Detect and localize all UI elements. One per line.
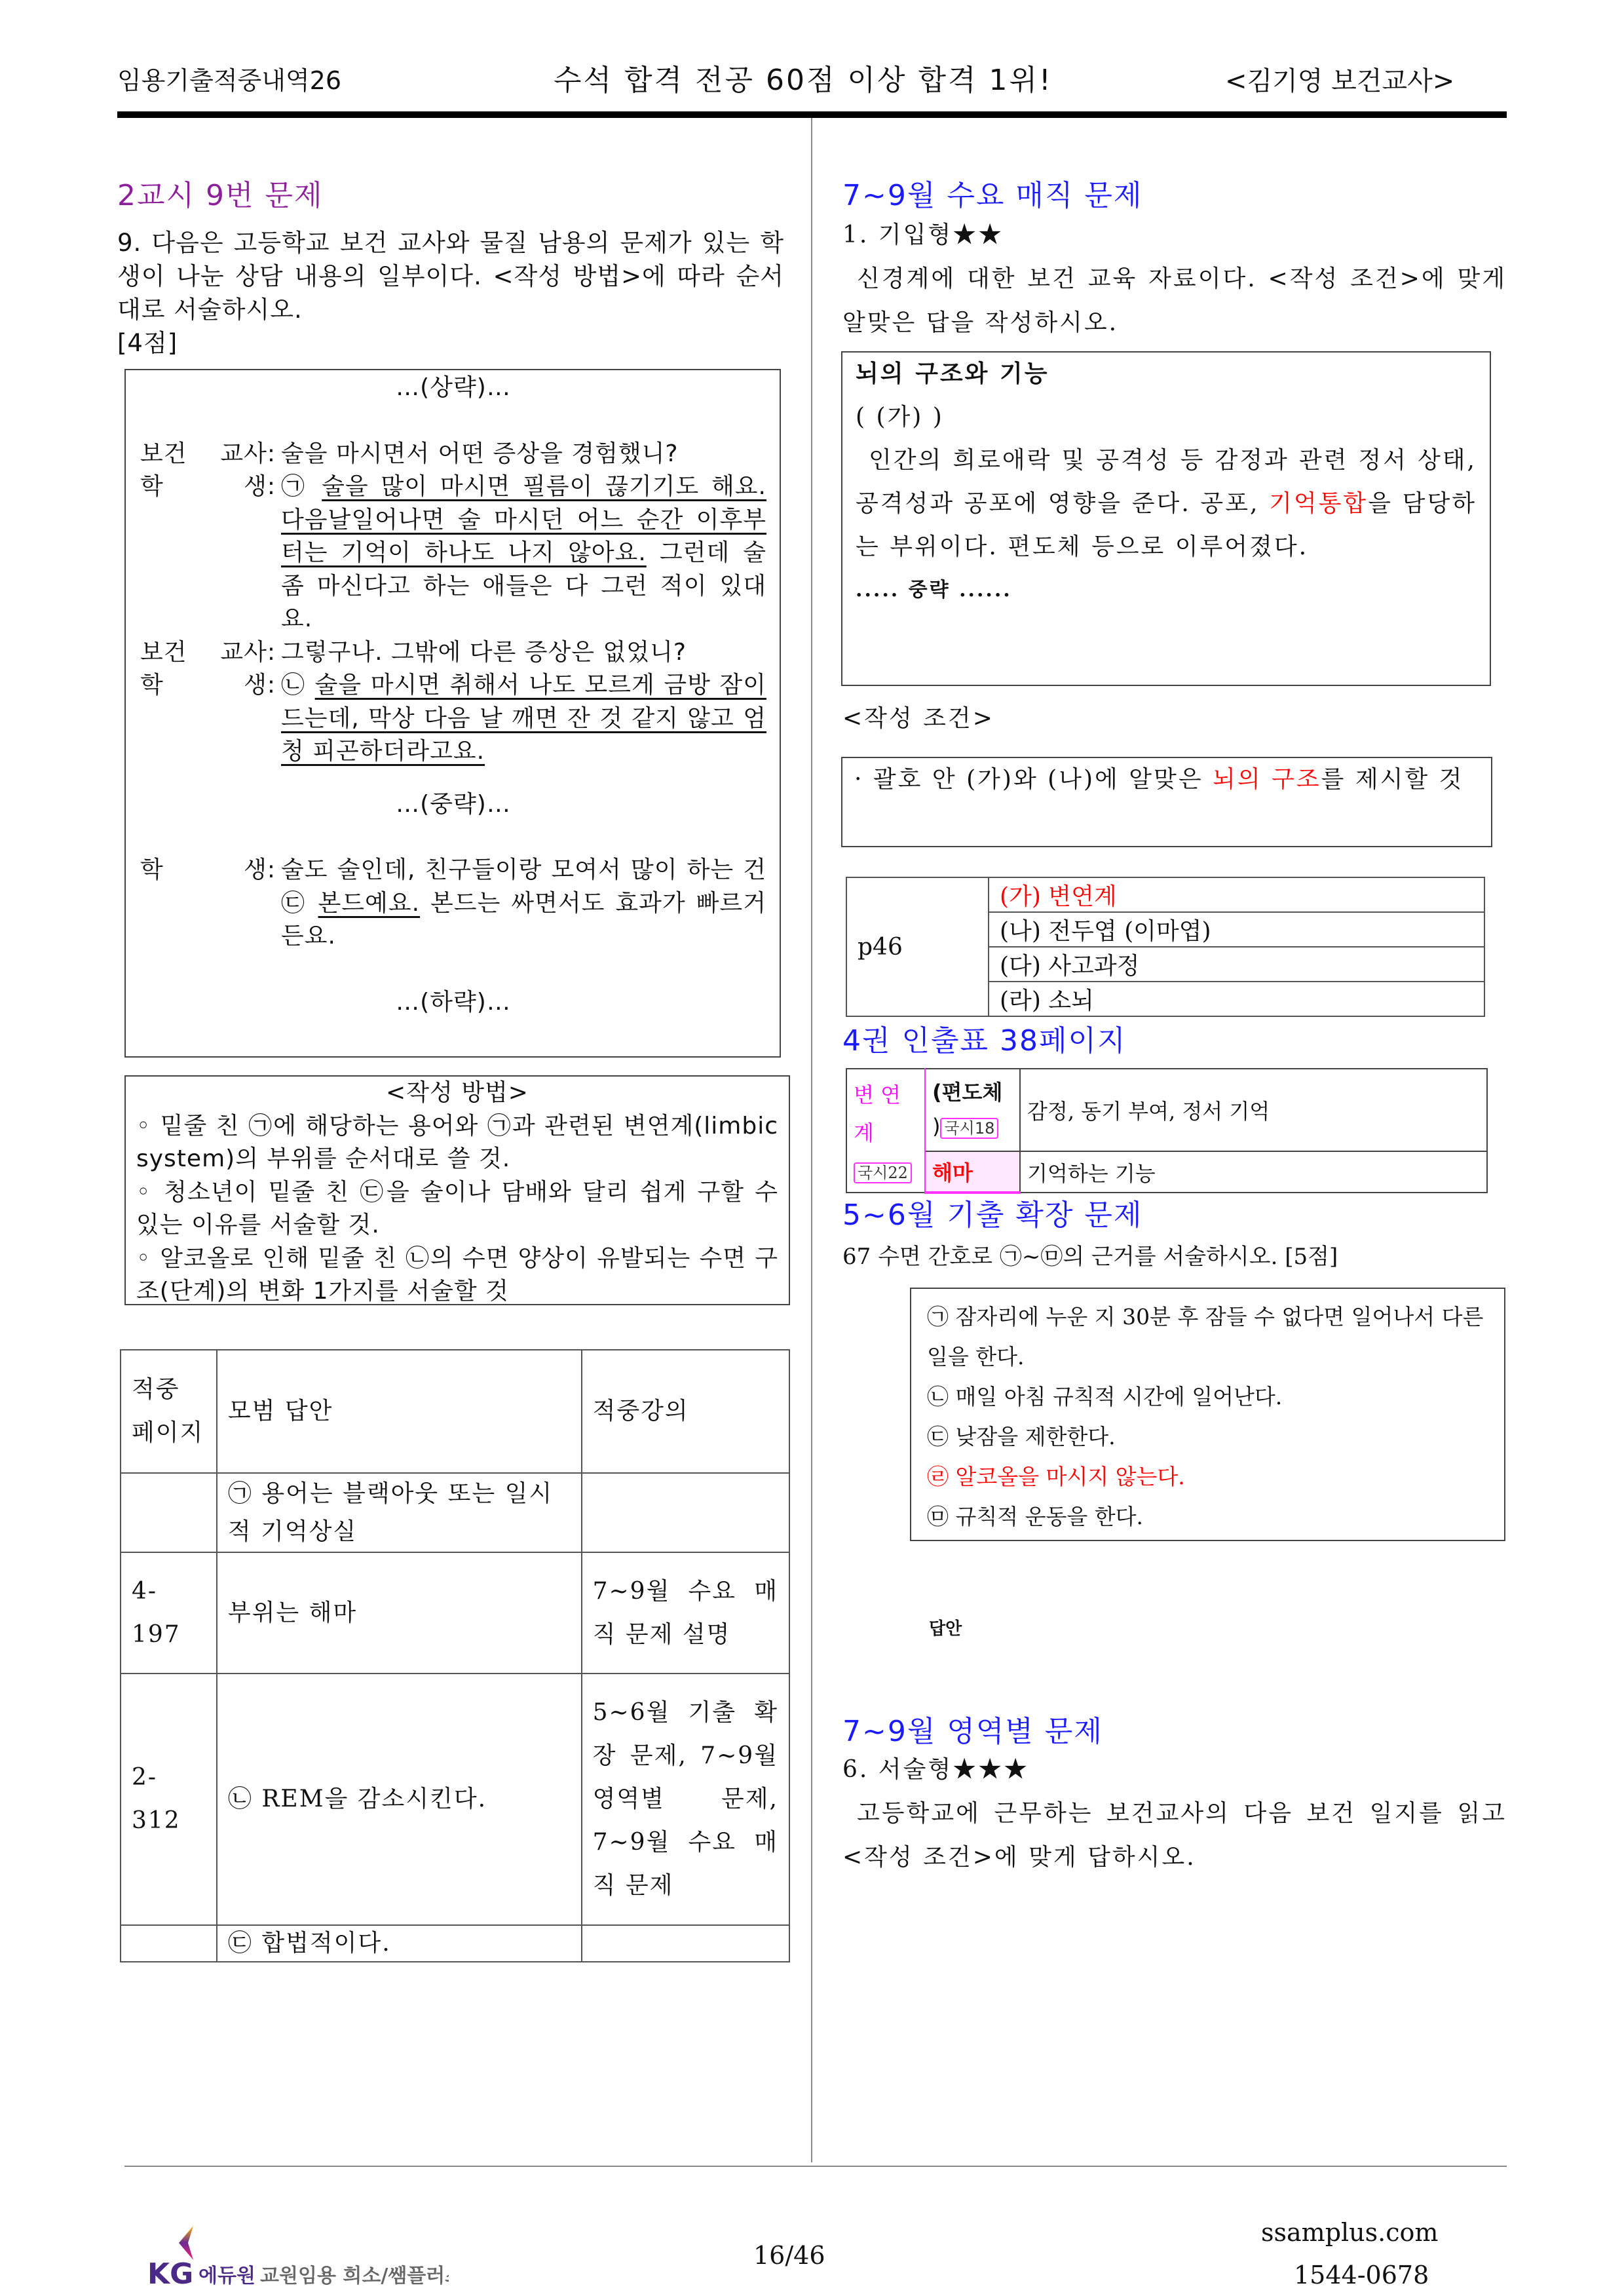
sleep-item: ㉤ 규칙적 운동을 한다. bbox=[927, 1504, 1143, 1529]
hippocampus-label: 해마 bbox=[925, 1151, 1020, 1193]
condition-title: <작성 조건> bbox=[842, 705, 994, 732]
info-box bbox=[841, 351, 1491, 686]
q1-label: 1. 기입형★★ bbox=[842, 221, 1004, 248]
cell: 5~6월 기출 확장 문제, 7~9월 영역별 문제, 7~9월 수요 매직 문제 bbox=[582, 1674, 789, 1925]
method-title: <작성 방법> bbox=[386, 1079, 529, 1106]
utterance-1 bbox=[140, 438, 766, 471]
method-item: ◦ 밑줄 친 ㉠에 해당하는 용어와 ㉠과 관련된 변연계(limbic system)의 부위를 순서대로 쓸 것. bbox=[136, 1112, 778, 1172]
paren: ) bbox=[932, 1113, 941, 1139]
exam-tag: 국시18 bbox=[940, 1118, 998, 1139]
footer-rule bbox=[124, 2166, 1507, 2167]
left-title: 2교시 9번 문제 bbox=[117, 179, 324, 212]
amygdala-label: (편도체 bbox=[932, 1079, 1003, 1105]
speaker: 교사: bbox=[220, 638, 276, 666]
highlight-text: 기억통합 bbox=[1269, 490, 1369, 517]
cell: 부위는 해마 bbox=[217, 1552, 582, 1674]
page-number: 16/46 bbox=[753, 2241, 825, 2270]
right-title-4: 7~9월 영역별 문제 bbox=[842, 1715, 1103, 1748]
p46-table bbox=[846, 877, 1485, 1017]
utterance-4 bbox=[140, 669, 766, 769]
q6-text: 고등학교에 근무하는 보건교사의 다음 보건 일지를 읽고 <작성 조건>에 맞게 답하시오. bbox=[842, 1800, 1507, 1871]
cell: 4-197 bbox=[121, 1552, 217, 1674]
header-left: 임용기출적중내역26 bbox=[117, 66, 342, 95]
svg-text:에듀원: 에듀원 bbox=[198, 2265, 255, 2287]
marker: ㉢ bbox=[281, 889, 308, 917]
omit-top: …(상략)… bbox=[396, 374, 511, 401]
speaker: 학 bbox=[140, 473, 164, 500]
sleep-box bbox=[910, 1288, 1505, 1541]
answer-row: (라) 소뇌 bbox=[989, 982, 1484, 1016]
highlight-text: 뇌의 구조 bbox=[1213, 766, 1321, 793]
page-ref: p46 bbox=[846, 877, 989, 1016]
omit-bottom: …(하략)… bbox=[396, 988, 511, 1016]
omit-mid: …(중략)… bbox=[396, 790, 511, 818]
cell: 2-312 bbox=[121, 1674, 217, 1925]
speaker: 교사: bbox=[220, 440, 276, 467]
sleep-item: ㉣ 알코올을 마시지 않는다. bbox=[927, 1464, 1185, 1489]
exam-tag: 국시22 bbox=[854, 1162, 912, 1183]
question-points: [4점] bbox=[117, 329, 178, 357]
speaker: 생: bbox=[244, 473, 276, 500]
cell bbox=[121, 1925, 217, 1962]
amygdala-function: 감정, 동기 부여, 정서 기억 bbox=[1020, 1069, 1487, 1151]
question-9 bbox=[117, 226, 784, 360]
marker: ㉡ bbox=[281, 672, 307, 698]
utterance-text: 술을 마시면서 어떤 증상을 경험했니? bbox=[281, 440, 679, 467]
table-row bbox=[121, 1674, 789, 1925]
header-cell: 모범 답안 bbox=[217, 1350, 582, 1473]
info-box-title: 뇌의 구조와 기능 bbox=[856, 360, 1049, 387]
cell bbox=[121, 1473, 217, 1552]
q67-text: 67 수면 간호로 ㉠~㉤의 근거를 서술하시오. [5점] bbox=[842, 1244, 1338, 1270]
right-title-1: 7~9월 수요 매직 문제 bbox=[842, 179, 1143, 212]
column-divider bbox=[811, 118, 812, 2162]
method-item: ◦ 알코올로 인해 밑줄 친 ㉡의 수면 양상이 유발되는 수면 구조(단계)의 변화 1가지를 서술할 것 bbox=[136, 1244, 778, 1305]
answer-row: (다) 사고과정 bbox=[989, 947, 1484, 982]
header-cell: 적중 페이지 bbox=[121, 1350, 217, 1473]
cell bbox=[582, 1473, 789, 1552]
sleep-item: ㉡ 매일 아침 규칙적 시간에 일어난다. bbox=[927, 1384, 1283, 1409]
header-right: <김기영 보건교사> bbox=[1225, 66, 1455, 96]
right-title-3: 5~6월 기출 확장 문제 bbox=[842, 1198, 1143, 1232]
table-row bbox=[121, 1473, 789, 1552]
underlined-text: 술을 마시면 취해서 나도 모르게 금방 잠이 드는데, 막상 다음 날 깨면 잔 것 같지 않고 엄청 피곤하더라고요. bbox=[281, 672, 766, 765]
header-rule bbox=[117, 111, 1507, 118]
cell: ㉢ 합법적이다. bbox=[217, 1925, 582, 1962]
limbic-table bbox=[846, 1068, 1488, 1194]
q6-label: 6. 서술형★★★ bbox=[842, 1756, 1030, 1783]
svg-text:교원임용 희소/쌤플러스: 교원임용 희소/쌤플러스 bbox=[260, 2265, 449, 2287]
speaker: 학 bbox=[140, 856, 164, 883]
info-text: 을 담당하는 부위이다. 편도체 등으로 이루어졌다. bbox=[856, 490, 1477, 560]
speaker: 생: bbox=[244, 856, 276, 883]
cell bbox=[582, 1925, 789, 1962]
blank-ga: ( (가) ) bbox=[856, 404, 944, 430]
kg-logo bbox=[147, 2225, 449, 2287]
cell: ㉠ 용어는 블랙아웃 또는 일시적 기억상실 bbox=[217, 1473, 582, 1552]
cell: ㉡ REM을 감소시킨다. bbox=[217, 1674, 582, 1925]
utterance-text: 그렇구나. 그밖에 다른 증상은 없었니? bbox=[281, 638, 687, 666]
q1-text: 신경계에 대한 보건 교육 자료이다. <작성 조건>에 맞게 알맞은 답을 작성하시오. bbox=[842, 265, 1507, 336]
condition-text: · 괄호 안 (가)와 (나)에 알맞은 bbox=[854, 766, 1213, 793]
utterance-text: 술도 술인데, 친구들이랑 모여서 많이 하는 건 bbox=[281, 856, 766, 883]
utterance-text: 그런데 술 좀 마신다고 하는 애들은 다 그런 적이 있대요. bbox=[281, 539, 766, 632]
footer-phone: 1544-0678 bbox=[1294, 2261, 1429, 2289]
hippocampus-function: 기억하는 기능 bbox=[1020, 1151, 1487, 1193]
speaker: 보건 bbox=[140, 638, 187, 666]
header-cell: 적중강의 bbox=[582, 1350, 789, 1473]
info-text: 인간의 희로애락 및 공격성 등 감정과 관련 정서 상태, 공격성과 공포에 영향을 준다. 공포, bbox=[856, 447, 1477, 517]
underlined-text: 술을 많이 마시면 필름이 끊기기도 해요. 다음날일어나면 술 마시던 어느 순간 이후부터는 기억이 하나도 나지 않아요. bbox=[281, 473, 766, 566]
answer-row: (나) 전두엽 (이마엽) bbox=[989, 912, 1484, 947]
condition-text: 를 제시할 것 bbox=[1321, 766, 1464, 793]
method-box bbox=[124, 1075, 790, 1305]
answer-label: 답안 bbox=[929, 1619, 962, 1639]
table-row bbox=[121, 1925, 789, 1962]
utterance-text: 본드는 싸면서도 효과가 빠르거든요. bbox=[281, 889, 766, 949]
right-title-2: 4권 인출표 38페이지 bbox=[842, 1024, 1127, 1058]
header-center: 수석 합격 전공 60점 이상 합격 1위! bbox=[554, 64, 1053, 97]
condition-box bbox=[841, 757, 1492, 847]
dialog-box bbox=[124, 369, 781, 1058]
table-header bbox=[121, 1350, 789, 1473]
utterance-5 bbox=[140, 854, 766, 953]
table-row bbox=[121, 1552, 789, 1674]
method-item: ◦ 청소년이 밑줄 친 ㉢을 술이나 담배와 달리 쉽게 구할 수 있는 이유를 서술할 것. bbox=[136, 1178, 778, 1238]
speaker: 학 bbox=[140, 672, 164, 698]
speaker: 보건 bbox=[140, 440, 187, 467]
answer-row: (가) 변연계 bbox=[989, 877, 1484, 912]
svg-text:KG: KG bbox=[147, 2257, 194, 2287]
cell: 7~9월 수요 매직 문제 설명 bbox=[582, 1552, 789, 1674]
limbic-label: 변 연 계 bbox=[854, 1082, 901, 1145]
question-text: 9. 다음은 고등학교 보건 교사와 물질 남용의 문제가 있는 학생이 나눈 상담 내용의 일부이다. <작성 방법>에 따라 순서대로 서술하시오. bbox=[117, 229, 784, 324]
utterance-3 bbox=[140, 636, 766, 670]
omit-text: ..... 중략 ...... bbox=[856, 579, 1012, 602]
utterance-2 bbox=[140, 470, 766, 636]
answer-table bbox=[120, 1349, 790, 1962]
sleep-item: ㉢ 낮잠을 제한한다. bbox=[927, 1424, 1116, 1449]
marker: ㉠ bbox=[281, 473, 310, 500]
underlined-text: 본드예요. bbox=[318, 889, 421, 917]
sleep-item: ㉠ 잠자리에 누운 지 30분 후 잠들 수 없다면 일어나서 다른 일을 한다. bbox=[927, 1304, 1484, 1369]
footer-site: ssamplus.com bbox=[1261, 2218, 1439, 2247]
speaker: 생: bbox=[244, 672, 276, 698]
